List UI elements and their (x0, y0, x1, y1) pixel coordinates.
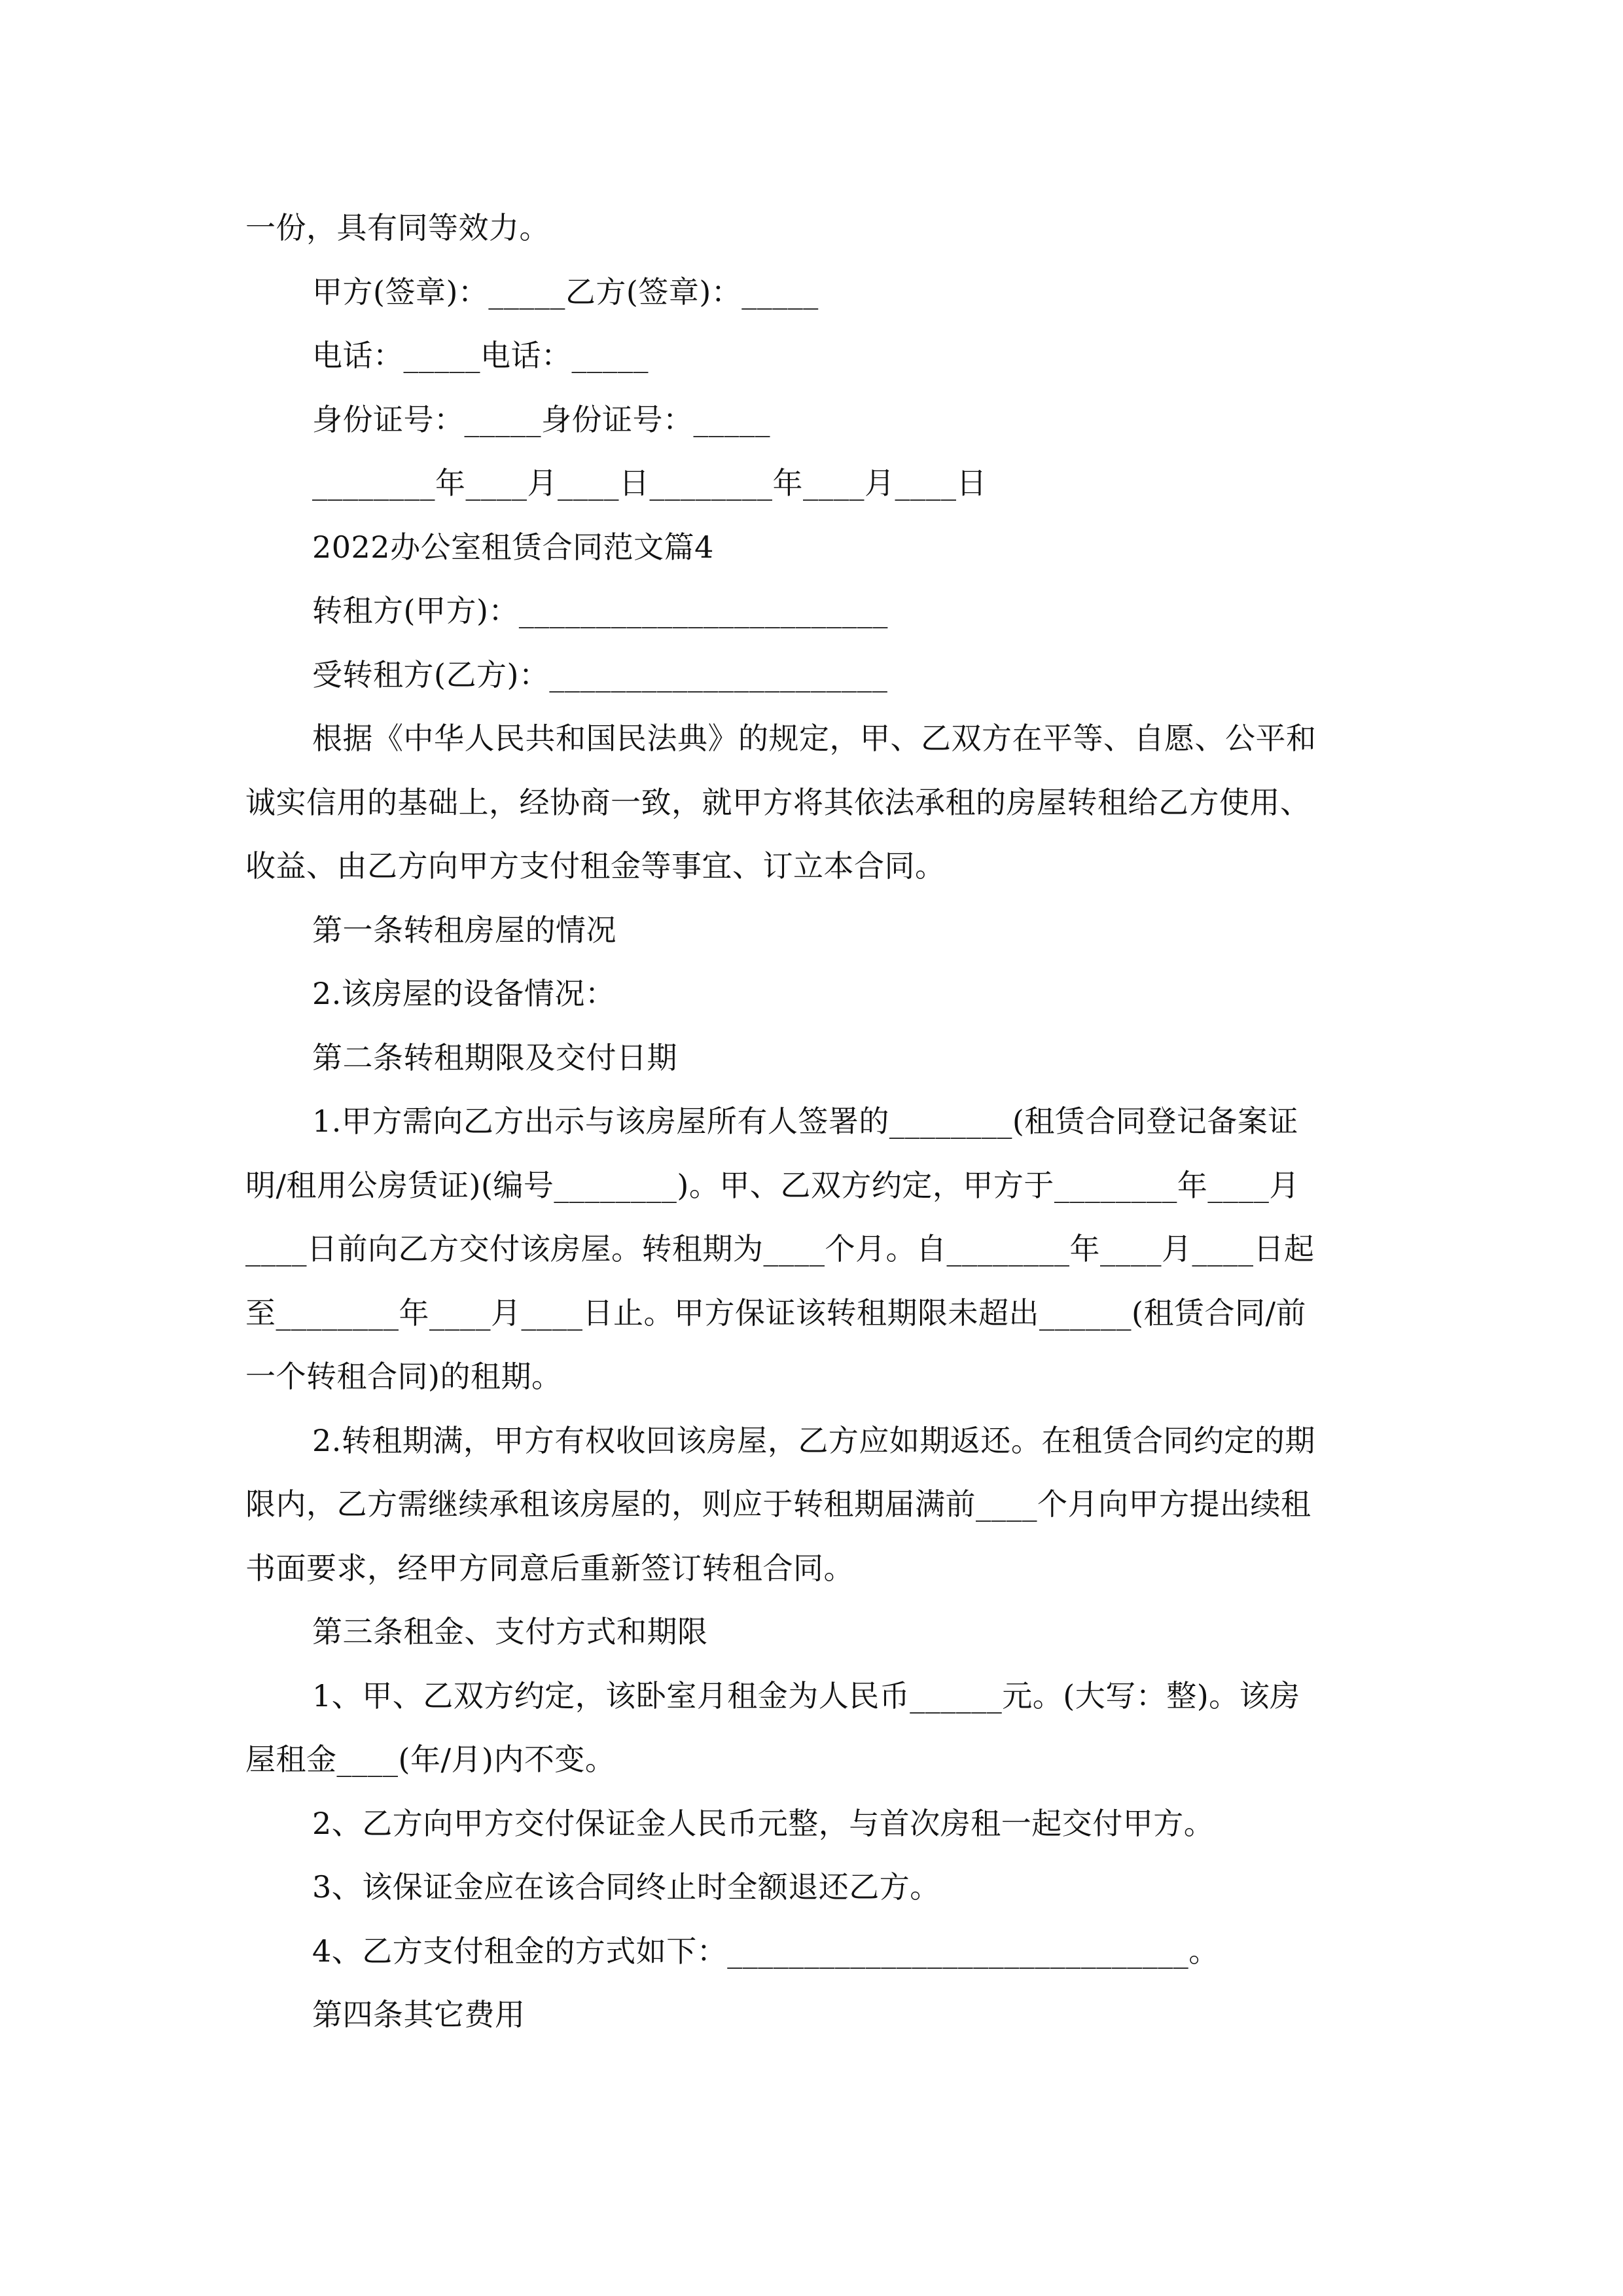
text-line: 电话：_____电话：_____ (312, 338, 649, 373)
text-line: 明/租用公房赁证)(编号________)。甲、乙双方约定，甲方于________年____月 (245, 1167, 1300, 1203)
document-page (245, 196, 1384, 2047)
text-line: 第一条转租房屋的情况 (312, 912, 616, 948)
text-line: 至________年____月____日止。甲方保证该转租期限未超出______(租赁合同/前 (245, 1295, 1306, 1331)
text-line: 诚实信用的基础上，经协商一致，就甲方将其依法承租的房屋转租给乙方使用、 (245, 784, 1311, 820)
text-line: 2.转租期满，甲方有权收回该房屋，乙方应如期返还。在租赁合同约定的期 (312, 1422, 1315, 1458)
text-line: 4、乙方支付租金的方式如下：______________________________。 (312, 1933, 1219, 1969)
text-line: 第二条转租期限及交付日期 (312, 1039, 677, 1075)
text-line: 一个转租合同)的租期。 (245, 1359, 562, 1394)
text-line: 屋租金____(年/月)内不变。 (245, 1742, 616, 1777)
text-line: 2.该房屋的设备情况： (312, 976, 616, 1011)
text-line: 身份证号：_____身份证号：_____ (312, 401, 770, 437)
text-line: 第三条租金、支付方式和期限 (312, 1614, 708, 1649)
text-line: ________年____月____日________年____月____日 (312, 465, 987, 501)
document-body (245, 196, 1384, 2047)
text-line: 限内，乙方需继续承租该房屋的，则应于转租期届满前____个月向甲方提出续租 (245, 1486, 1311, 1522)
text-line: 书面要求，经甲方同意后重新签订转租合同。 (245, 1550, 854, 1586)
text-line: 1、甲、乙双方约定，该卧室月租金为人民币______元。(大写：整)。该房 (312, 1677, 1300, 1713)
text-line: 甲方(签章)：_____乙方(签章)：_____ (312, 274, 819, 310)
text-line: 2022办公室租赁合同范文篇4 (312, 529, 714, 565)
text-line: 收益、由乙方向甲方支付租金等事宜、订立本合同。 (245, 848, 946, 884)
text-line: ____日前向乙方交付该房屋。转租期为____个月。自________年____月____日起 (245, 1231, 1315, 1266)
text-line: 转租方(甲方)：________________________ (312, 593, 888, 628)
text-line: 受转租方(乙方)：______________________ (312, 656, 888, 692)
text-line: 第四条其它费用 (312, 1997, 526, 2032)
text-line: 1.甲方需向乙方出示与该房屋所有人签署的________(租赁合同登记备案证 (312, 1103, 1298, 1139)
text-line: 一份，具有同等效力。 (245, 210, 550, 245)
text-line: 根据《中华人民共和国民法典》的规定，甲、乙双方在平等、自愿、公平和 (312, 721, 1317, 756)
text-line: 2、乙方向甲方交付保证金人民币元整，与首次房租一起交付甲方。 (312, 1805, 1215, 1841)
text-line: 3、该保证金应在该合同终止时全额退还乙方。 (312, 1869, 940, 1905)
